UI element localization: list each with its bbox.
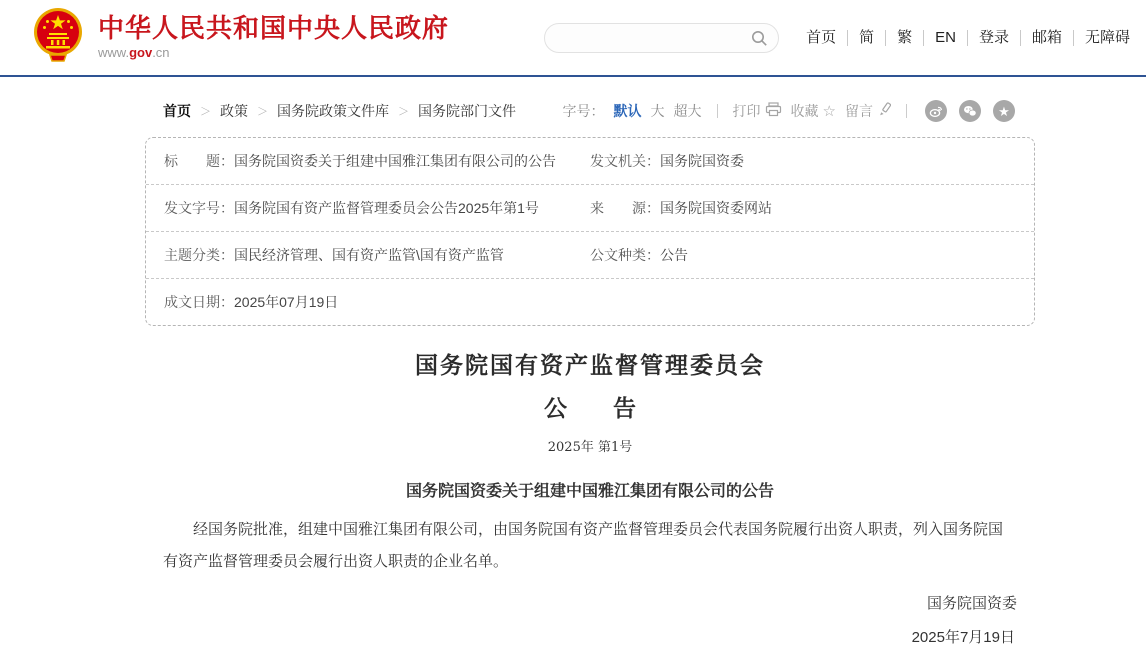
nav-mail[interactable]: 邮箱 bbox=[1021, 30, 1074, 46]
weibo-share-icon[interactable] bbox=[925, 100, 947, 122]
meta-issuing-agency-value: 国务院国资委 bbox=[660, 153, 744, 169]
content-area bbox=[145, 77, 1035, 647]
toolbar bbox=[145, 100, 1035, 122]
vertical-divider bbox=[717, 104, 718, 118]
meta-date-cell bbox=[164, 292, 590, 312]
breadcrumb-department-docs[interactable]: 国务院部门文件 bbox=[418, 103, 516, 119]
page-tools bbox=[563, 100, 1015, 122]
document-subtitle: 国务院国资委关于组建中国雅江集团有限公司的公告 bbox=[405, 483, 774, 500]
site-brand[interactable] bbox=[30, 6, 449, 69]
nav-english[interactable]: EN bbox=[924, 30, 968, 46]
table-row bbox=[146, 232, 1034, 279]
chevron-right-icon: ＞ bbox=[398, 106, 409, 118]
print-button[interactable] bbox=[733, 101, 782, 121]
site-url bbox=[98, 46, 449, 61]
comment-label: 留言 bbox=[845, 103, 873, 119]
nav-login[interactable]: 登录 bbox=[968, 30, 1021, 46]
table-row bbox=[146, 185, 1034, 232]
meta-source-label: 来 源： bbox=[590, 200, 660, 216]
table-row bbox=[146, 138, 1034, 185]
meta-issuing-agency-label: 发文机关： bbox=[590, 153, 660, 169]
chevron-right-icon: ＞ bbox=[257, 106, 268, 118]
nav-accessibility[interactable]: 无障碍 bbox=[1084, 28, 1130, 46]
print-label: 打印 bbox=[732, 103, 761, 119]
breadcrumb-home[interactable]: 首页 bbox=[163, 103, 191, 119]
font-size-label: 字号： bbox=[562, 103, 605, 119]
meta-doc-number-cell bbox=[164, 198, 590, 218]
document-type-heading: 公 告 bbox=[544, 395, 636, 422]
site-title[interactable]: 中华人民共和国中央人民政府 bbox=[98, 13, 450, 44]
document-agency-title: 国务院国有资产监督管理委员会 bbox=[415, 352, 765, 379]
table-row bbox=[146, 279, 1034, 325]
site-header bbox=[0, 0, 1146, 77]
font-size-xlarge[interactable]: 超大 bbox=[673, 103, 702, 119]
document-body-paragraph: 经国务院批准，组建中国雅江集团有限公司，由国务院国有资产监督管理委员会代表国务院履行出资人职责，列入国务院国有资产监督管理委员会履行出资人职责的企业名单。 bbox=[163, 521, 1004, 571]
favorite-button[interactable] bbox=[791, 101, 836, 121]
qzone-share-icon[interactable] bbox=[993, 100, 1015, 122]
wechat-share-icon[interactable] bbox=[959, 100, 981, 122]
document bbox=[145, 347, 1035, 647]
meta-doc-type-cell bbox=[590, 245, 1016, 265]
search-icon[interactable] bbox=[751, 30, 768, 52]
printer-icon bbox=[765, 102, 782, 120]
site-url-www: www. bbox=[98, 44, 130, 60]
meta-empty-cell bbox=[590, 292, 1016, 312]
search-box bbox=[544, 23, 779, 53]
meta-category-cell bbox=[164, 245, 590, 265]
favorite-label: 收藏 bbox=[790, 103, 819, 119]
document-date: 2025年7月19日 bbox=[911, 628, 1015, 646]
search-input[interactable] bbox=[545, 24, 778, 52]
meta-title-label: 标 题： bbox=[164, 153, 234, 169]
meta-title-value: 国务院国资委关于组建中国雅江集团有限公司的公告 bbox=[234, 153, 556, 169]
meta-category-value: 国民经济管理、国有资产监管\国有资产监管 bbox=[234, 247, 504, 263]
nav-home[interactable]: 首页 bbox=[795, 30, 848, 46]
nav-traditional[interactable]: 繁 bbox=[886, 30, 924, 46]
document-meta-table bbox=[145, 137, 1035, 326]
national-emblem-icon bbox=[30, 6, 86, 69]
site-url-cn: .cn bbox=[152, 44, 170, 60]
meta-doc-number-value: 国务院国有资产监督管理委员会公告2025年第1号 bbox=[234, 200, 539, 216]
star-icon: ☆ bbox=[822, 102, 836, 120]
comment-button[interactable] bbox=[845, 101, 891, 121]
breadcrumb bbox=[163, 101, 516, 121]
pencil-icon bbox=[877, 102, 891, 120]
meta-doc-number-label: 发文字号： bbox=[164, 200, 234, 216]
meta-date-label: 成文日期： bbox=[164, 294, 234, 310]
breadcrumb-policy[interactable]: 政策 bbox=[220, 103, 248, 119]
document-signature: 国务院国资委 bbox=[926, 594, 1017, 612]
font-size-large[interactable]: 大 bbox=[650, 103, 665, 119]
qzone-star-glyph: ★ bbox=[998, 103, 1010, 119]
meta-source-cell bbox=[590, 198, 1016, 218]
meta-source-value: 国务院国资委网站 bbox=[660, 200, 772, 216]
nav-simplified[interactable]: 简 bbox=[848, 30, 886, 46]
meta-date-value: 2025年07月19日 bbox=[234, 294, 339, 310]
meta-doc-type-label: 公文种类： bbox=[590, 247, 660, 263]
meta-issuing-agency-cell bbox=[590, 151, 1016, 171]
site-url-gov: gov bbox=[129, 44, 153, 60]
document-number: 2025年 第1号 bbox=[547, 440, 633, 455]
meta-doc-type-value: 公告 bbox=[660, 247, 688, 263]
top-nav bbox=[795, 30, 1134, 46]
chevron-right-icon: ＞ bbox=[200, 106, 211, 118]
vertical-divider bbox=[906, 104, 907, 118]
font-size-default[interactable]: 默认 bbox=[613, 103, 642, 119]
meta-category-label: 主题分类： bbox=[164, 247, 234, 263]
meta-title-cell bbox=[164, 151, 590, 171]
breadcrumb-policy-library[interactable]: 国务院政策文件库 bbox=[277, 103, 389, 119]
